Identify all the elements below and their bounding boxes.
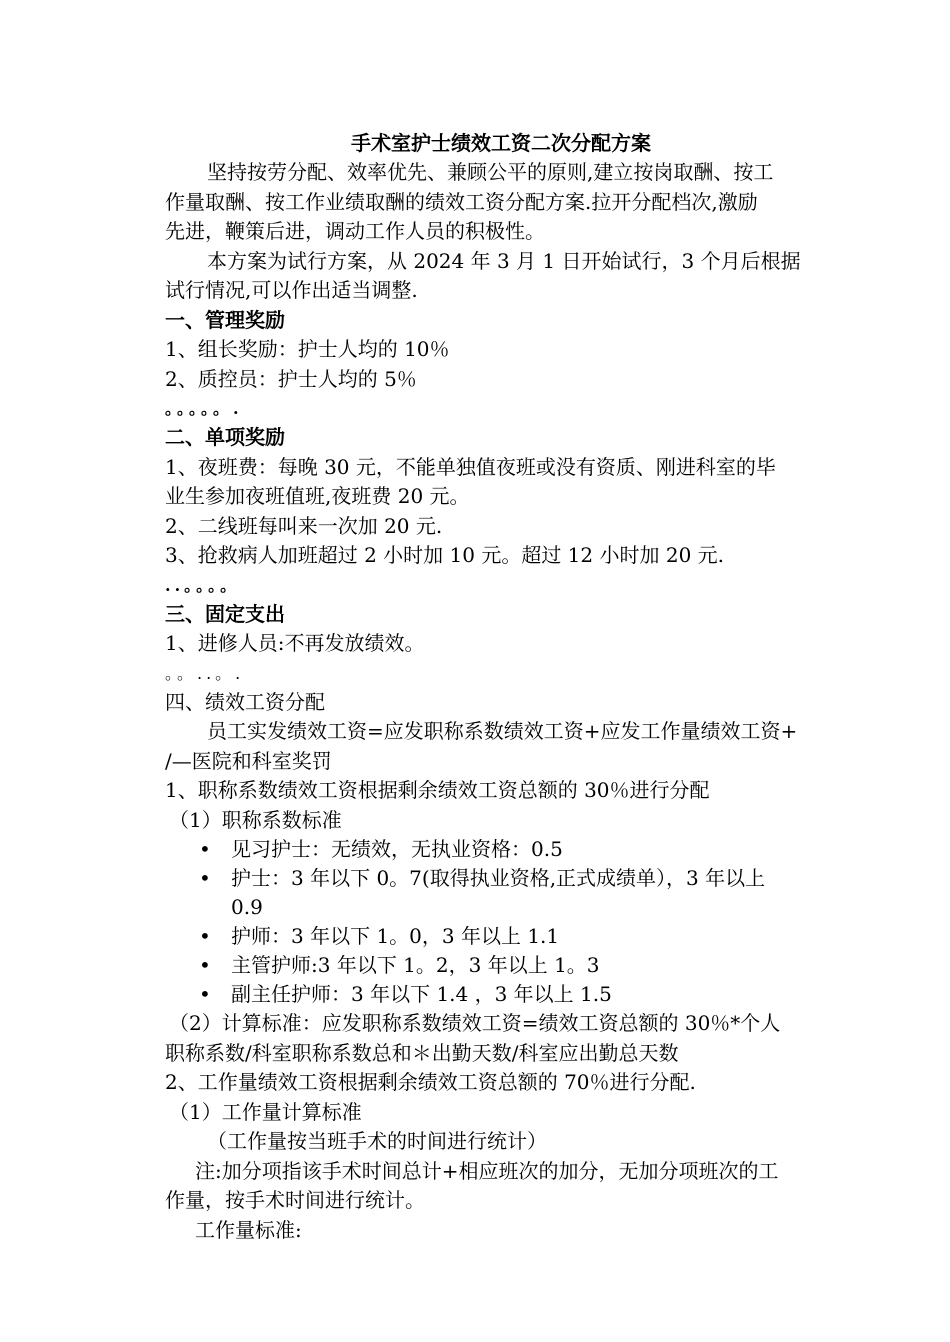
sub-heading: （1）工作量计算标准 xyxy=(169,1099,362,1124)
bullet-text: 护士：3 年以下 0。7(取得执业资格,正式成绩单），3 年以上 xyxy=(231,866,766,890)
sub-heading: （1）职称系数标准 xyxy=(169,807,342,832)
bullet-icon: • xyxy=(199,982,211,1006)
bullet-icon: • xyxy=(199,866,211,890)
list-item: 1、组长奖励：护士人均的 10％ xyxy=(165,337,450,361)
bullet-text: 副主任护师：3 年以下 1.4 ，3 年以上 1.5 xyxy=(231,982,612,1006)
ellipsis-marks: 。。..。. xyxy=(165,663,245,683)
bullet-item xyxy=(165,835,837,864)
list-item: 2、二线班每叫来一次加 20 元. xyxy=(165,513,443,538)
bullet-icon: • xyxy=(199,953,211,977)
formula-line: 员工实发绩效工资=应发职称系数绩效工资+应发工作量绩效工资+ xyxy=(207,719,798,743)
intro-line: 先进，鞭策后进，调动工作人员的积极性。 xyxy=(165,219,545,243)
bullet-icon: • xyxy=(199,924,211,948)
bullet-text: 主管护师:3 年以下 1。2，3 年以上 1。3 xyxy=(231,953,600,977)
calc-standard: （2）计算标准：应发职称系数绩效工资=绩效工资总额的 30％*个人 xyxy=(169,1011,781,1035)
bullet-icon: • xyxy=(199,837,211,861)
formula-line: /—医院和科室奖罚 xyxy=(165,748,332,773)
bullet-item xyxy=(165,951,837,980)
document-page xyxy=(165,128,837,1245)
intro-line: 坚持按劳分配、效率优先、兼顾公平的原则,建立按岗取酬、按工 xyxy=(207,160,774,184)
section-heading: 三、固定支出 xyxy=(165,601,285,626)
intro-line: 试行情况,可以作出适当调整. xyxy=(165,278,418,302)
intro-line: 本方案为试行方案，从 2024 年 3 月 1 日开始试行，3 个月后根据 xyxy=(207,248,801,273)
list-item: 1、夜班费：每晚 30 元，不能单独值夜班或没有资质、刚进科室的毕 xyxy=(165,454,776,479)
list-item: 1、进修人员:不再发放绩效。 xyxy=(165,631,425,655)
bullet-item xyxy=(165,980,837,1009)
standard-label: 工作量标准: xyxy=(195,1217,302,1242)
bullet-item xyxy=(165,922,837,951)
document-title: 手术室护士绩效工资二次分配方案 xyxy=(351,131,651,155)
note-line: 注:加分项指该手术时间总计+相应班次的加分，无加分项班次的工 xyxy=(195,1158,779,1183)
bullet-continuation: 0.9 xyxy=(231,895,263,919)
intro-line: 作量取酬、按工作业绩取酬的绩效工资分配方案.拉开分配档次,激励 xyxy=(165,189,758,214)
calc-standard: 职称系数/科室职称系数总和＊出勤天数/科室应出勤总天数 xyxy=(165,1040,679,1065)
ellipsis-marks: 。。。。。. xyxy=(165,399,243,418)
section-heading: 四、绩效工资分配 xyxy=(165,689,325,714)
list-item: 3、抢救病人加班超过 2 小时加 10 元。超过 12 小时加 20 元. xyxy=(165,543,725,567)
list-item: 业生参加夜班值班,夜班费 20 元。 xyxy=(165,484,470,508)
note-paren: （工作量按当班手术的时间进行统计） xyxy=(207,1129,547,1153)
list-item: 2、质控员：护士人均的 5％ xyxy=(165,366,417,391)
bullet-item xyxy=(165,864,837,893)
bullet-text: 护师：3 年以下 1。0，3 年以上 1.1 xyxy=(231,924,560,948)
bullet-text: 见习护士：无绩效，无执业资格：0.5 xyxy=(231,837,563,861)
paragraph: 2、工作量绩效工资根据剩余绩效工资总额的 70％进行分配. xyxy=(165,1070,696,1094)
paragraph: 1、职称系数绩效工资根据剩余绩效工资总额的 30％进行分配 xyxy=(165,778,710,802)
section-heading: 二、单项奖励 xyxy=(165,425,285,449)
ellipsis-marks: ..。。。。 xyxy=(165,575,241,595)
section-heading: 一、管理奖励 xyxy=(165,307,285,332)
note-line: 作量，按手术时间进行统计。 xyxy=(165,1188,425,1212)
